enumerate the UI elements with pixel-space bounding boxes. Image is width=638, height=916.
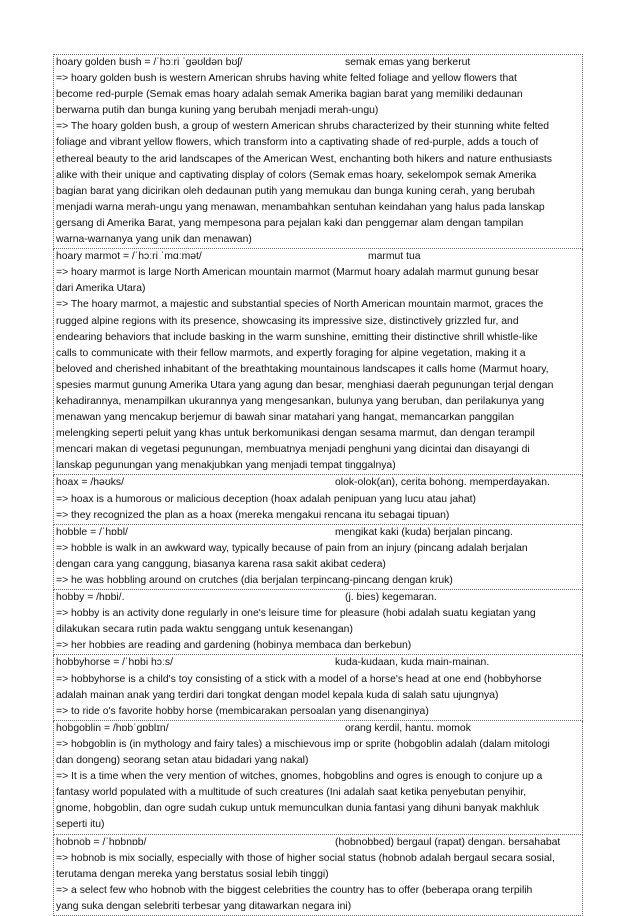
entry-headword: hobby = /hɒbi/. bbox=[56, 592, 125, 604]
dictionary-entry bbox=[53, 590, 583, 655]
entry-text-line: => hobby is an activity done regularly in one's leisure time for pleasure (hobi adalah suatu kegiatan yang bbox=[56, 608, 536, 620]
entry-text-line: yang suka dengan selebriti terbesar yang ditawarkan negara ini) bbox=[56, 900, 352, 912]
entry-headword: hobgoblin = /hɒbˈɡɒblɪn/ bbox=[56, 722, 169, 734]
dictionary-entry bbox=[53, 475, 583, 524]
entry-text-line: => he was hobbling around on crutches (dia berjalan terpincang-pincang dengan kruk) bbox=[56, 575, 453, 586]
entry-text-line: => It is a time when the very mention of witches, gnomes, hobgoblins and ogres is enough to conjure up a bbox=[56, 771, 543, 783]
entry-header bbox=[56, 655, 580, 671]
entry-text-line: adalah mainan anak yang terdiri dari tongkat dengan model kepala kuda di salah satu ujungnya) bbox=[56, 689, 499, 701]
entry-text-line: terutama dengan mereka yang berstatus sosial lebih tinggi) bbox=[56, 868, 329, 880]
entry-header bbox=[56, 590, 580, 606]
entry-text-line: ethereal beauty to the arid landscapes of the American West, enchanting both hikers and nature enthusiasts bbox=[56, 153, 552, 165]
entry-headword: hobnob = /ˈhɒbnɒb/ bbox=[56, 836, 147, 848]
dictionary-entry bbox=[53, 835, 583, 916]
entry-text-line: => a select few who hobnob with the biggest celebrities the country has to offer (beberapa orang terpilih bbox=[56, 884, 533, 896]
entry-text-line: berwarna putih dan bunga kuning yang berubah menjadi merah-ungu) bbox=[56, 105, 379, 117]
entry-header bbox=[56, 721, 580, 737]
entry-text-line: => hobgoblin is (in mythology and fairy tales) a mischievous imp or sprite (hobgoblin adalah (dalam mitologi bbox=[56, 738, 550, 750]
entry-text-line: dilakukan secara rutin pada waktu senggang untuk kesenangan) bbox=[56, 624, 353, 636]
dictionary-entry bbox=[53, 54, 583, 249]
entry-headword: hobble = /ˈhɒbl/ bbox=[56, 526, 128, 538]
entry-translation: semak emas yang berkerut bbox=[345, 57, 471, 68]
entry-text-line: become red-purple (Semak emas hoary adalah semak Amerika bagian barat yang memiliki dedaunan bbox=[56, 89, 523, 101]
entry-text-line: melengking seperti peluit yang khas untuk berkomunikasi dengan sesama marmut, dan dengan terampil bbox=[56, 428, 535, 440]
dictionary-entry bbox=[53, 655, 583, 720]
entry-translation: marmut tua bbox=[368, 251, 421, 263]
entry-translation: orang kerdil, hantu. momok bbox=[345, 722, 471, 734]
entry-headword: hobbyhorse = /ˈhɒbi hɔːs/ bbox=[56, 657, 173, 669]
entry-text-line: => hoary golden bush is western American shrubs having white felted foliage and yellow flowers that bbox=[56, 73, 517, 85]
entry-translation: (j. bies) kegemaran. bbox=[345, 592, 437, 604]
entry-text-line: spesies marmut gunung Amerika Utara yang agung dan besar, menghiasi daerah pegunungan terjal dengan bbox=[56, 379, 554, 391]
entry-text-line: bagian barat yang dicirikan oleh dedaunan putih yang memukau dan bunga kuning cerah, yang berubah bbox=[56, 185, 535, 197]
entry-text-line: gersang di Amerika Barat, yang mempesona para pejalan kaki dan penggemar alam dengan tampilan bbox=[56, 217, 524, 229]
entry-text-line: => hoax is a humorous or malicious deception (hoax adalah penipuan yang lucu atau jahat) bbox=[56, 493, 476, 505]
entry-headword: hoax = /həʊks/ bbox=[56, 477, 125, 489]
entry-text-line: => to ride o's favorite hobby horse (membicarakan persoalan yang disenanginya) bbox=[56, 705, 429, 717]
entry-text-line: foliage and vibrant yellow flowers, which transform into a captivating shade of red-purple, adds a touch of bbox=[56, 137, 539, 149]
entry-text-line: => hobnob is mix socially, especially with those of higher social status (hobnob adalah bergaul secara sosial, bbox=[56, 852, 555, 864]
entry-translation: olok-olok(an), cerita bohong. memperdayakan. bbox=[335, 477, 550, 489]
entry-translation: kuda-kudaan, kuda main-mainan. bbox=[335, 657, 490, 669]
entry-text-line: dan dongeng) seorang setan atau bidadari yang nakal) bbox=[56, 755, 309, 767]
entry-header bbox=[56, 475, 580, 491]
entry-text-line: warna-warnanya yang unik dan menawan) bbox=[56, 234, 252, 246]
entry-text-line: => hobble is walk in an awkward way, typically because of pain from an injury (pincang adalah berjalan bbox=[56, 542, 528, 554]
dictionary-entry bbox=[53, 525, 583, 590]
entry-text-line: mencari makan di vegetasi pegunungan, membuatnya menjadi penghuni yang dicintai dan disayangi di bbox=[56, 444, 530, 456]
entry-header bbox=[56, 525, 580, 541]
entry-text-line: lanskap pegunungan yang menakjubkan yang menjadi tempat tinggalnya) bbox=[56, 460, 396, 472]
entry-text-line: beloved and cherished inhabitant of the breathtaking mountainous landscapes it calls home (Marmut hoary, bbox=[56, 363, 549, 375]
entry-headword: hoary marmot = /ˈhɔːri ˈmɑːmət/ bbox=[56, 251, 202, 263]
entry-text-line: => The hoary marmot, a majestic and substantial species of North American mountain marmot, graces the bbox=[56, 299, 544, 311]
entry-text-line: menawan yang mencakup berjemur di bawah sinar matahari yang hangat, memancarkan panggilan bbox=[56, 412, 515, 424]
entry-text-line: dari Amerika Utara) bbox=[56, 283, 146, 295]
entry-text-line: fantasy world populated with a multitude of such creatures (Ini adalah saat ketika penyebutan penyihir, bbox=[56, 787, 527, 799]
dictionary-entry bbox=[53, 249, 583, 475]
entry-translation: (hobnobbed) bergaul (rapat) dengan. bersahabat bbox=[335, 836, 561, 848]
entry-header bbox=[56, 55, 580, 71]
entry-text-line: => The hoary golden bush, a group of western American shrubs characterized by their stunning white felted bbox=[56, 121, 550, 133]
entry-text-line: => they recognized the plan as a hoax (mereka mengakui rencana itu sebagai tipuan) bbox=[56, 509, 450, 521]
dictionary-entry bbox=[53, 721, 583, 835]
entry-text-line: => hoary marmot is large North American mountain marmot (Marmut hoary adalah marmut gunung besar bbox=[56, 267, 539, 279]
entry-text-line: dengan cara yang canggung, biasanya karena rasa sakit akibat cedera) bbox=[56, 558, 386, 570]
entry-text-line: kehadirannya, menampilkan ukurannya yang mengesankan, bulunya yang beruban, dan perilakunya yang bbox=[56, 395, 545, 407]
dictionary-document bbox=[53, 54, 583, 916]
entry-headword: hoary golden bush = /ˈhɔːri ˈɡəʊldən bʊʃ/ bbox=[56, 57, 243, 68]
entry-text-line: menjadi warna merah-ungu yang menawan, menambahkan sentuhan keindahan yang halus pada lanskap bbox=[56, 201, 545, 213]
entry-text-line: endearing behaviors that include basking in the warm sunshine, emitting their distinctive shrill whistle-like bbox=[56, 331, 538, 343]
entry-text-line: => her hobbies are reading and gardening (hobinya membaca dan berkebun) bbox=[56, 640, 412, 652]
entry-translation: mengikat kaki (kuda) berjalan pincang. bbox=[335, 526, 513, 538]
entry-text-line: gnome, hobgoblin, dan ogre sudah cukup untuk memunculkan dunia fantasi yang dihuni banyak makhluk bbox=[56, 803, 539, 815]
entry-text-line: seperti itu) bbox=[56, 819, 105, 831]
entry-text-line: alike with their unique and captivating display of colors (Semak emas hoary, sekelompok semak Amerika bbox=[56, 169, 537, 181]
entry-header bbox=[56, 249, 580, 265]
entry-text-line: rugged alpine regions with its presence, showcasing its impressive size, distinctively grizzled fur, and bbox=[56, 315, 519, 327]
entry-header bbox=[56, 835, 580, 851]
entry-text-line: => hobbyhorse is a child's toy consisting of a stick with a model of a horse's head at one end (hobbyhorse bbox=[56, 673, 542, 685]
entry-text-line: calls to communicate with their fellow marmots, and expertly foraging for alpine vegetation, making it a bbox=[56, 347, 526, 359]
